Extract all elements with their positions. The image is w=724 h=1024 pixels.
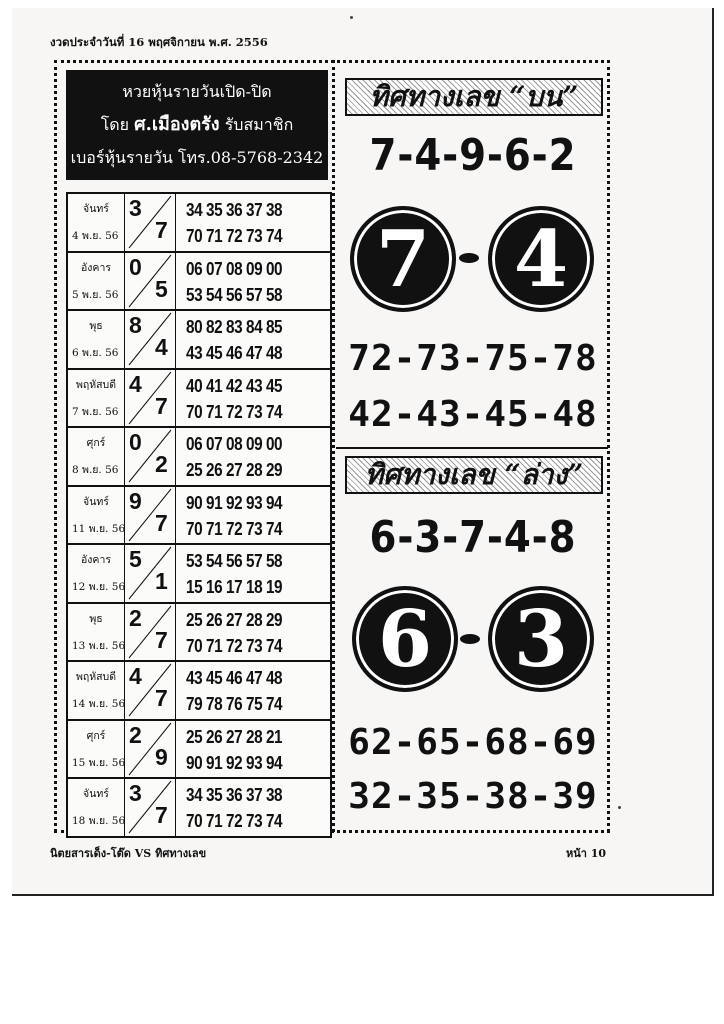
top-numbers: 06 07 08 09 00	[186, 258, 283, 279]
lower-circle-right: 3	[488, 586, 594, 692]
bottom-numbers: 70 71 72 73 74	[186, 811, 283, 831]
day-name: จันทร์	[83, 788, 109, 800]
day-name: พุธ	[89, 320, 103, 332]
day-name: อังคาร	[81, 261, 111, 274]
digit-pair-cell	[125, 194, 176, 251]
promo-author: ศ.เมืองตรัง	[134, 114, 220, 135]
day-cell	[68, 253, 125, 310]
day-date: 13 พ.ย. 56	[72, 639, 126, 652]
top-numbers: 25 26 27 28 29	[186, 609, 283, 630]
top-numbers: 53 54 56 57 58	[186, 551, 283, 571]
table-row	[68, 545, 330, 604]
upper-circle-right: 4	[488, 206, 594, 312]
numbers-cell	[180, 428, 326, 483]
top-numbers: 25 26 27 28 21	[186, 726, 283, 747]
upper-digit: 0	[129, 429, 142, 455]
lower-section-title: ทิศทางเลข “ล่าง”	[345, 456, 603, 494]
promo-by: โดย	[100, 115, 135, 134]
lower-digit: 7	[155, 509, 168, 536]
upper-digit: 4	[129, 370, 142, 397]
digit-pair-cell	[125, 721, 176, 778]
table-row	[68, 311, 330, 370]
bottom-numbers: 70 71 72 73 74	[186, 635, 283, 656]
dotted-column-divider	[332, 60, 335, 832]
digit-pair-cell	[125, 545, 176, 602]
day-date: 4 พ.ย. 56	[72, 230, 119, 242]
lower-main-sequence: 6-3-7-4-8	[369, 512, 577, 563]
lower-digit: 7	[155, 685, 168, 711]
scan-speck	[350, 16, 353, 19]
day-date: 8 พ.ย. 56	[72, 464, 119, 476]
digit-pair-cell	[125, 428, 176, 485]
numbers-cell	[180, 545, 326, 600]
numbers-cell	[180, 194, 326, 249]
day-date: 18 พ.ย. 56	[72, 815, 126, 827]
bottom-numbers: 70 71 72 73 74	[186, 226, 283, 246]
table-row	[68, 487, 330, 546]
digit-pair-cell	[125, 370, 176, 427]
day-cell	[68, 662, 125, 719]
bottom-numbers: 25 26 27 28 29	[186, 460, 283, 480]
upper-digit: 8	[129, 312, 142, 338]
daily-results-table	[66, 192, 332, 838]
numbers-cell	[180, 487, 326, 542]
bottom-numbers: 90 91 92 93 94	[186, 752, 283, 773]
dotted-border-right	[607, 60, 610, 832]
day-cell	[68, 779, 125, 836]
promo-line-1: หวยหุ้นรายวันเปิด-ปิด	[122, 82, 272, 101]
top-numbers: 43 45 46 47 48	[186, 668, 283, 688]
day-date: 15 พ.ย. 56	[72, 756, 126, 769]
day-name: ศุกร์	[86, 729, 106, 742]
bottom-numbers: 70 71 72 73 74	[186, 518, 283, 539]
table-row	[68, 428, 330, 487]
promo-box	[66, 70, 328, 180]
day-name: พฤหัสบดี	[75, 671, 117, 683]
digit-pair-cell	[125, 311, 176, 368]
top-numbers: 80 82 83 84 85	[186, 317, 283, 337]
page-number: หน้า 10	[566, 847, 607, 860]
lower-digit: 9	[155, 743, 168, 770]
table-row	[68, 370, 330, 429]
lower-dash-dot	[460, 634, 480, 644]
top-numbers: 40 41 42 43 45	[186, 375, 283, 396]
bottom-numbers: 15 16 17 18 19	[186, 577, 283, 597]
table-row	[68, 662, 330, 721]
top-numbers: 90 91 92 93 94	[186, 492, 283, 513]
bottom-numbers: 43 45 46 47 48	[186, 343, 283, 363]
numbers-cell	[180, 253, 326, 308]
day-name: ศุกร์	[86, 437, 106, 449]
bottom-numbers: 70 71 72 73 74	[186, 401, 283, 422]
day-cell	[68, 721, 125, 778]
upper-digit: 0	[129, 253, 142, 280]
bottom-numbers: 79 78 76 75 74	[186, 694, 283, 714]
day-date: 11 พ.ย. 56	[72, 522, 126, 535]
upper-digit: 4	[129, 663, 142, 689]
numbers-cell	[180, 370, 326, 425]
promo-member: รับสมาชิก	[219, 115, 294, 134]
day-date: 6 พ.ย. 56	[72, 347, 119, 359]
day-date: 14 พ.ย. 56	[72, 698, 126, 710]
upper-digit: 3	[129, 195, 142, 221]
day-name: อังคาร	[81, 554, 111, 566]
numbers-cell	[180, 604, 326, 659]
magazine-footer: นิตยสารเด็ง-โต๊ด VS ทิศทางเลข	[50, 847, 207, 860]
day-date: 12 พ.ย. 56	[72, 581, 126, 593]
day-cell	[68, 604, 125, 661]
numbers-cell	[180, 779, 326, 834]
upper-pairs-line-1: 72-73-75-78	[348, 338, 598, 379]
upper-pairs-line-2: 42-43-45-48	[348, 394, 598, 435]
upper-dash-dot	[459, 253, 479, 263]
table-row	[68, 253, 330, 312]
day-cell	[68, 428, 125, 485]
numbers-cell	[180, 311, 326, 366]
lower-digit: 7	[155, 802, 168, 828]
upper-section-title: ทิศทางเลข “บน”	[345, 78, 603, 116]
table-row	[68, 779, 330, 836]
table-row	[68, 604, 330, 663]
upper-circle-left: 7	[350, 206, 456, 312]
lower-digit: 2	[155, 451, 168, 477]
upper-digit: 9	[129, 487, 142, 514]
day-cell	[68, 194, 125, 251]
numbers-cell	[180, 662, 326, 717]
lower-digit: 4	[155, 334, 168, 360]
top-numbers: 34 35 36 37 38	[186, 200, 283, 220]
day-name: พฤหัสบดี	[75, 378, 117, 391]
upper-digit: 3	[129, 780, 142, 806]
upper-digit: 2	[129, 604, 142, 631]
lower-pairs-line-1: 62-65-68-69	[348, 722, 598, 763]
section-divider	[336, 447, 608, 449]
digit-pair-cell	[125, 487, 176, 544]
day-date: 5 พ.ย. 56	[72, 288, 119, 301]
day-cell	[68, 487, 125, 544]
table-row	[68, 721, 330, 780]
lower-digit: 7	[155, 392, 168, 419]
digit-pair-cell	[125, 662, 176, 719]
lower-digit: 7	[155, 217, 168, 243]
day-name: จันทร์	[83, 495, 109, 508]
top-numbers: 34 35 36 37 38	[186, 785, 283, 805]
upper-digit: 2	[129, 721, 142, 748]
day-cell	[68, 545, 125, 602]
day-name: พุธ	[89, 612, 103, 625]
digit-pair-cell	[125, 604, 176, 661]
dotted-border-left	[54, 60, 57, 832]
digit-pair-cell	[125, 253, 176, 310]
upper-main-sequence: 7-4-9-6-2	[369, 130, 577, 181]
bottom-numbers: 53 54 56 57 58	[186, 284, 283, 305]
day-cell	[68, 370, 125, 427]
promo-line-2	[66, 112, 328, 138]
scan-speck	[618, 806, 621, 809]
lower-digit: 7	[155, 626, 168, 653]
day-date: 7 พ.ย. 56	[72, 405, 119, 418]
numbers-cell	[180, 721, 326, 776]
upper-digit: 5	[129, 546, 142, 572]
issue-date-header: งวดประจำวันที่ 16 พฤศจิกายน พ.ศ. 2556	[50, 35, 268, 49]
lower-pairs-line-2: 32-35-38-39	[348, 776, 598, 817]
lower-digit: 5	[155, 275, 168, 302]
promo-phone: เบอร์หุ้นรายวัน โทร.08-5768-2342	[70, 148, 324, 167]
lower-circle-left: 6	[352, 586, 458, 692]
day-cell	[68, 311, 125, 368]
table-row	[68, 194, 330, 253]
digit-pair-cell	[125, 779, 176, 836]
day-name: จันทร์	[83, 203, 109, 215]
lower-digit: 1	[155, 568, 168, 594]
top-numbers: 06 07 08 09 00	[186, 434, 283, 454]
